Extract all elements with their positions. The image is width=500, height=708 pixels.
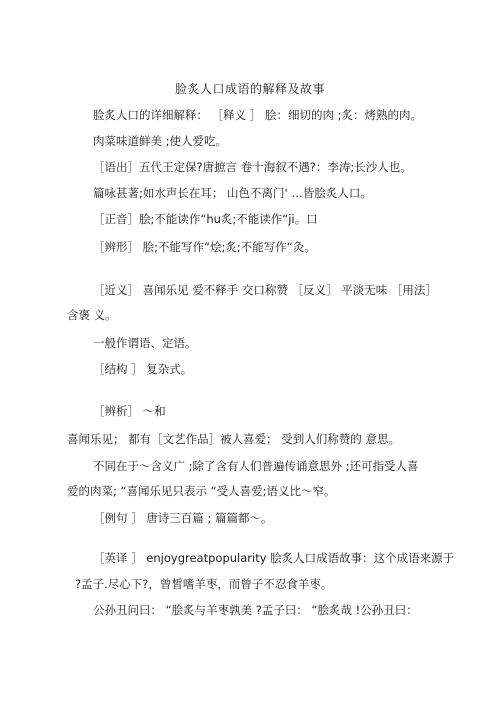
- text-line-13: 不同在于～含义广 ;除了含有人们普遍传诵意思外 ;还可指受人喜: [93, 459, 419, 473]
- text-line-17: ?孟子.尽心下?，曾皙嗜羊枣，而曾子不忍食羊枣。: [75, 577, 333, 591]
- text-line-4: 篇咏甚著;如水声长在耳； 山色不离门' …皆脍炙人口。: [93, 186, 372, 200]
- text-line-5: ［正音］脍;不能读作“hu炙;不能读作“ji。口: [93, 212, 318, 226]
- text-line-11: ［辨析］ ～和: [93, 404, 166, 418]
- text-line-6: ［辨形］ 脍;不能写作“烩;炙;不能写作“灸。: [93, 240, 316, 254]
- text-line-3: ［语出］五代王定保?唐摭言 卷十海叙不遇?：李涛;长沙人也。: [93, 160, 412, 174]
- text-line-12: 喜闻乐见； 都有［文艺作品］被人喜爱； 受到人们称赞的 意思。: [67, 432, 400, 446]
- text-line-2: 肉菜味道鲜美 ;使人爱吃。: [93, 134, 228, 148]
- text-line-16: ［英译 ］ enjoygreatpopularity 脍炙人口成语故事：这个成语来源于: [93, 551, 455, 565]
- text-line-15: ［例句 ］ 唐诗三百篇 ; 篇篇都～。: [93, 511, 273, 525]
- text-line-18: 公孙丑问曰： “脍炙与羊枣孰美 ?孟子曰： “脍炙哉 !公孙丑曰：: [93, 603, 418, 617]
- text-line-10: ［结构 ］ 复杂式。: [93, 362, 193, 376]
- text-line-1: 脸炙人口的详细解释： ［释义 ］ 脍：细切的肉 ;炙：烤熟的肉。: [93, 108, 422, 122]
- text-line-8: 含褒 义。: [67, 308, 117, 322]
- text-line-9: 一般作谓语、定语。: [93, 336, 197, 350]
- text-line-14: 爱的肉菜; “喜闻乐见只表示 “受人喜爱;语义比～窄。: [67, 484, 336, 498]
- document-title: 脸炙人口成语的解释及故事: [174, 82, 325, 96]
- text-line-7: ［近义］ 喜闻乐见 爱不释手 交口称赞 ［反义］ 平淡无味 ［用法］: [93, 283, 437, 297]
